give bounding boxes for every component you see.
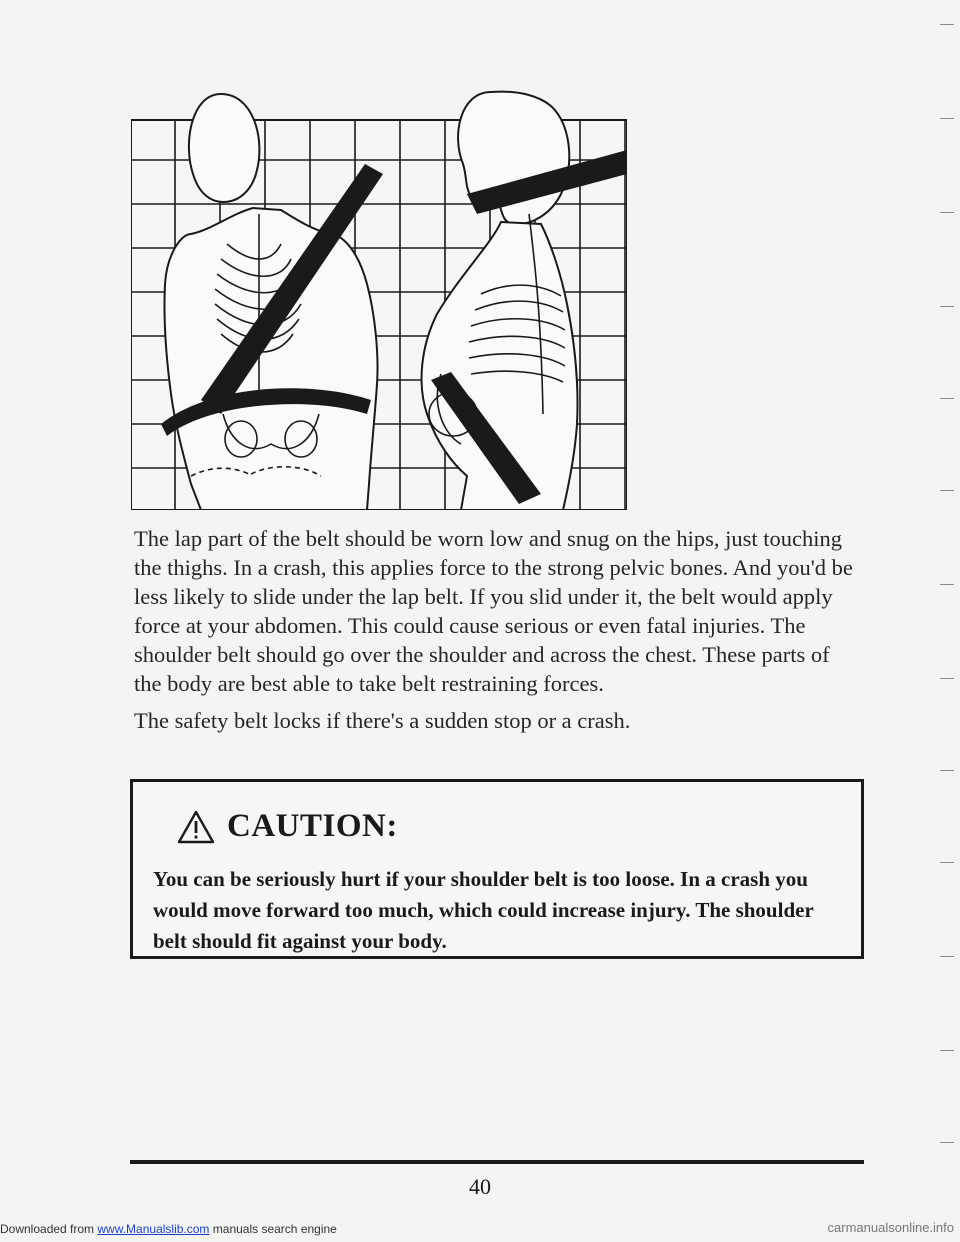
margin-tick <box>940 118 954 119</box>
margin-tick <box>940 584 954 585</box>
warning-triangle-icon <box>177 810 215 844</box>
margin-tick <box>940 678 954 679</box>
manualslib-link[interactable]: www.Manualslib.com <box>97 1222 210 1236</box>
download-credit-prefix: Downloaded from <box>0 1222 98 1236</box>
caution-header <box>177 808 398 845</box>
download-credit-suffix: manuals search engine <box>209 1222 337 1236</box>
download-credit <box>0 1222 337 1236</box>
margin-tick <box>940 398 954 399</box>
margin-tick <box>940 770 954 771</box>
body-text <box>134 524 854 743</box>
page-number: 40 <box>469 1174 491 1199</box>
caution-text: You can be seriously hurt if your shoulder belt is too loose. In a crash you would move forward too much, which could increase injury. The shoulder belt should fit against your body. <box>153 867 814 953</box>
margin-tick-marks <box>920 0 960 1242</box>
margin-tick <box>940 862 954 863</box>
margin-tick <box>940 1142 954 1143</box>
margin-tick <box>940 956 954 957</box>
margin-tick <box>940 306 954 307</box>
watermark: carmanualsonline.info <box>827 1220 954 1235</box>
paragraph-belt-locks: The safety belt locks if there's a sudden stop or a crash. <box>134 708 631 733</box>
footer-rule <box>130 1160 864 1164</box>
margin-tick <box>940 212 954 213</box>
margin-tick <box>940 1050 954 1051</box>
margin-tick <box>940 24 954 25</box>
caution-title: CAUTION: <box>227 808 398 844</box>
safety-belt-illustration <box>131 84 627 510</box>
paragraph-lap-belt: The lap part of the belt should be worn low and snug on the hips, just touching the thighs. In a crash, this applies force to the strong pelvic bones. And you'd be less likely to slide under the lap belt. If you slid under it, the belt would apply force at your abdomen. This could cause serious or even fatal injuries. The shoulder belt should go over the shoulder and across the chest. These parts of the body are best able to take belt restraining forces. <box>134 526 853 696</box>
safety-belt-skeleton-illustration <box>131 84 627 510</box>
caution-box <box>130 779 864 959</box>
margin-tick <box>940 490 954 491</box>
